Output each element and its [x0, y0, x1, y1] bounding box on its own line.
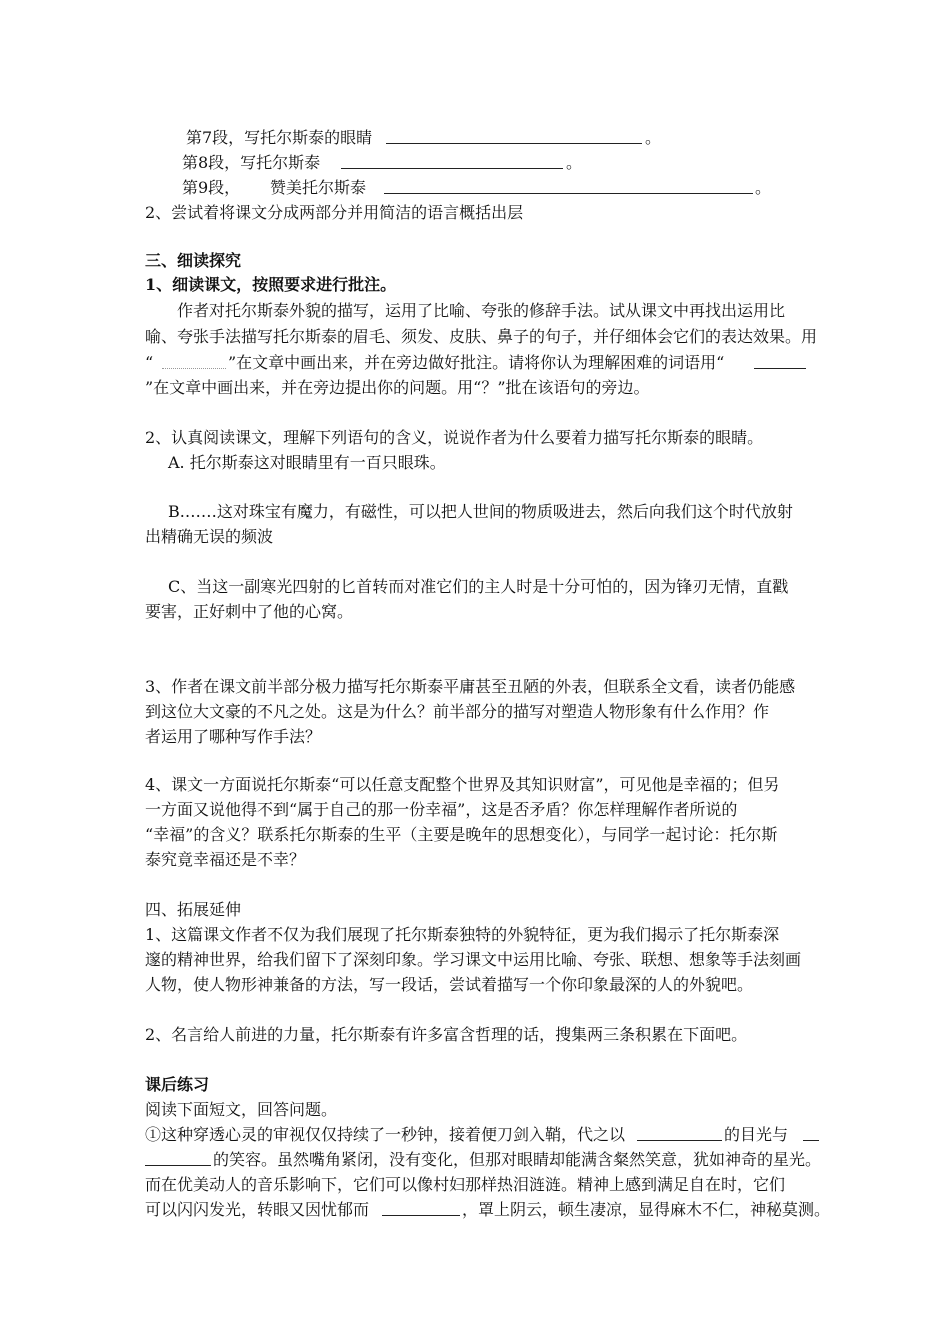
text-line: ①这种穿透心灵的审视仅仅持续了一秒钟，接着便刀剑入鞘，代之以	[145, 1125, 626, 1144]
text-line: 3、作者在课文前半部分极力描写托尔斯泰平庸甚至丑陋的外表，但联系全文看，读者仍能感	[145, 677, 796, 696]
fill-in-blank[interactable]	[803, 1126, 819, 1141]
text-line: 四、拓展延伸	[145, 900, 242, 919]
fill-in-blank[interactable]	[384, 179, 753, 194]
text-line: 阅读下面短文，回答问题。	[145, 1100, 338, 1119]
text-line: B.……这对珠宝有魔力，有磁性，可以把人世间的物质吸进去，然后向我们这个时代放射	[168, 502, 793, 521]
text-line: A. 托尔斯泰这对眼睛里有一百只眼珠。	[168, 453, 446, 472]
text-line: 出精确无误的频波	[145, 527, 274, 546]
text-line: ，罩上阴云，顿生凄凉，显得麻木不仁，神秘莫测。	[462, 1200, 831, 1219]
text-line: 第8段，写托尔斯泰	[182, 153, 321, 172]
text-line: 泰究竟幸福还是不幸？	[145, 850, 306, 869]
text-line: 赞美托尔斯泰	[270, 178, 367, 197]
text-line: ”在文章中画出来，并在旁边提出你的问题。用“？”批在该语句的旁边。	[145, 378, 650, 397]
text-line: C、当这一副寒光四射的匕首转而对准它们的主人时是十分可怕的，因为锋刃无情，直戳	[168, 577, 789, 596]
text-line: 而在优美动人的音乐影响下，它们可以像村妇那样热泪涟涟。精神上感到满足自在时，它们	[145, 1175, 786, 1194]
text-line: 的目光与	[724, 1125, 789, 1144]
text-line: 人物，使人物形神兼备的方法，写一段话，尝试着描写一个你印象最深的人的外貌吧。	[145, 975, 754, 994]
text-line: 。	[755, 178, 772, 197]
text-line: “幸福”的含义？联系托尔斯泰的生平（主要是晚年的思想变化），与同学一起讨论：托尔斯	[145, 825, 778, 844]
fill-in-blank[interactable]	[637, 1126, 722, 1141]
fill-in-blank[interactable]	[341, 154, 563, 169]
text-line: 2、名言给人前进的力量，托尔斯泰有许多富含哲理的话，搜集两三条积累在下面吧。	[145, 1025, 748, 1044]
text-line: 课后练习	[145, 1075, 210, 1094]
fill-in-blank[interactable]	[145, 1151, 211, 1166]
text-line: 三、细读探究	[145, 251, 242, 270]
text-line: 喻、夸张手法描写托尔斯泰的眉毛、须发、皮肤、鼻子的句子，并仔细体会它们的表达效果。用	[145, 327, 818, 346]
fill-in-blank[interactable]	[754, 354, 806, 369]
text-line: 作者对托尔斯泰外貌的描写，运用了比喻、夸张的修辞手法。试从课文中再找出运用比	[177, 301, 786, 320]
text-line: 2、尝试着将课文分成两部分并用简洁的语言概括出层	[145, 203, 524, 222]
text-line: 第9段，	[182, 178, 241, 197]
text-line: 1、细读课文，按照要求进行批注。	[145, 275, 397, 294]
text-line: 一方面又说他得不到“属于自己的那一份幸福”，这是否矛盾？你怎样理解作者所说的	[145, 800, 738, 819]
text-line: 4、课文一方面说托尔斯泰“可以任意支配整个世界及其知识财富”，可见他是幸福的；但另	[145, 775, 780, 794]
text-line: 2、认真阅读课文，理解下列语句的含义，说说作者为什么要着力描写托尔斯泰的眼睛。	[145, 428, 764, 447]
text-line: 可以闪闪发光，转眼又因忧郁而	[145, 1200, 370, 1219]
text-line: 第7段，写托尔斯泰的眼睛	[186, 128, 373, 147]
text-line: 者运用了哪种写作手法？	[145, 727, 322, 746]
text-line: 到这位大文豪的不凡之处。这是为什么？前半部分的描写对塑造人物形象有什么作用？作	[145, 702, 770, 721]
fill-in-blank[interactable]	[386, 129, 642, 144]
text-line: 邃的精神世界，给我们留下了深刻印象。学习课文中运用比喻、夸张、联想、想象等手法刻画	[145, 950, 802, 969]
wavy-underline-sample	[162, 354, 226, 369]
text-line: “	[145, 353, 154, 372]
text-line: 的笑容。虽然嘴角紧闭，没有变化，但那对眼睛却能满含粲然笑意，犹如神奇的星光。	[213, 1150, 822, 1169]
fill-in-blank[interactable]	[382, 1201, 460, 1216]
text-line: 要害，正好刺中了他的心窝。	[145, 602, 354, 621]
text-line: 。	[566, 153, 583, 172]
text-line: 1、这篇课文作者不仅为我们展现了托尔斯泰独特的外貌特征，更为我们揭示了托尔斯泰深	[145, 925, 780, 944]
text-line: 。	[645, 128, 662, 147]
text-line: ”在文章中画出来，并在旁边做好批注。请将你认为理解困难的词语用“	[228, 353, 725, 372]
